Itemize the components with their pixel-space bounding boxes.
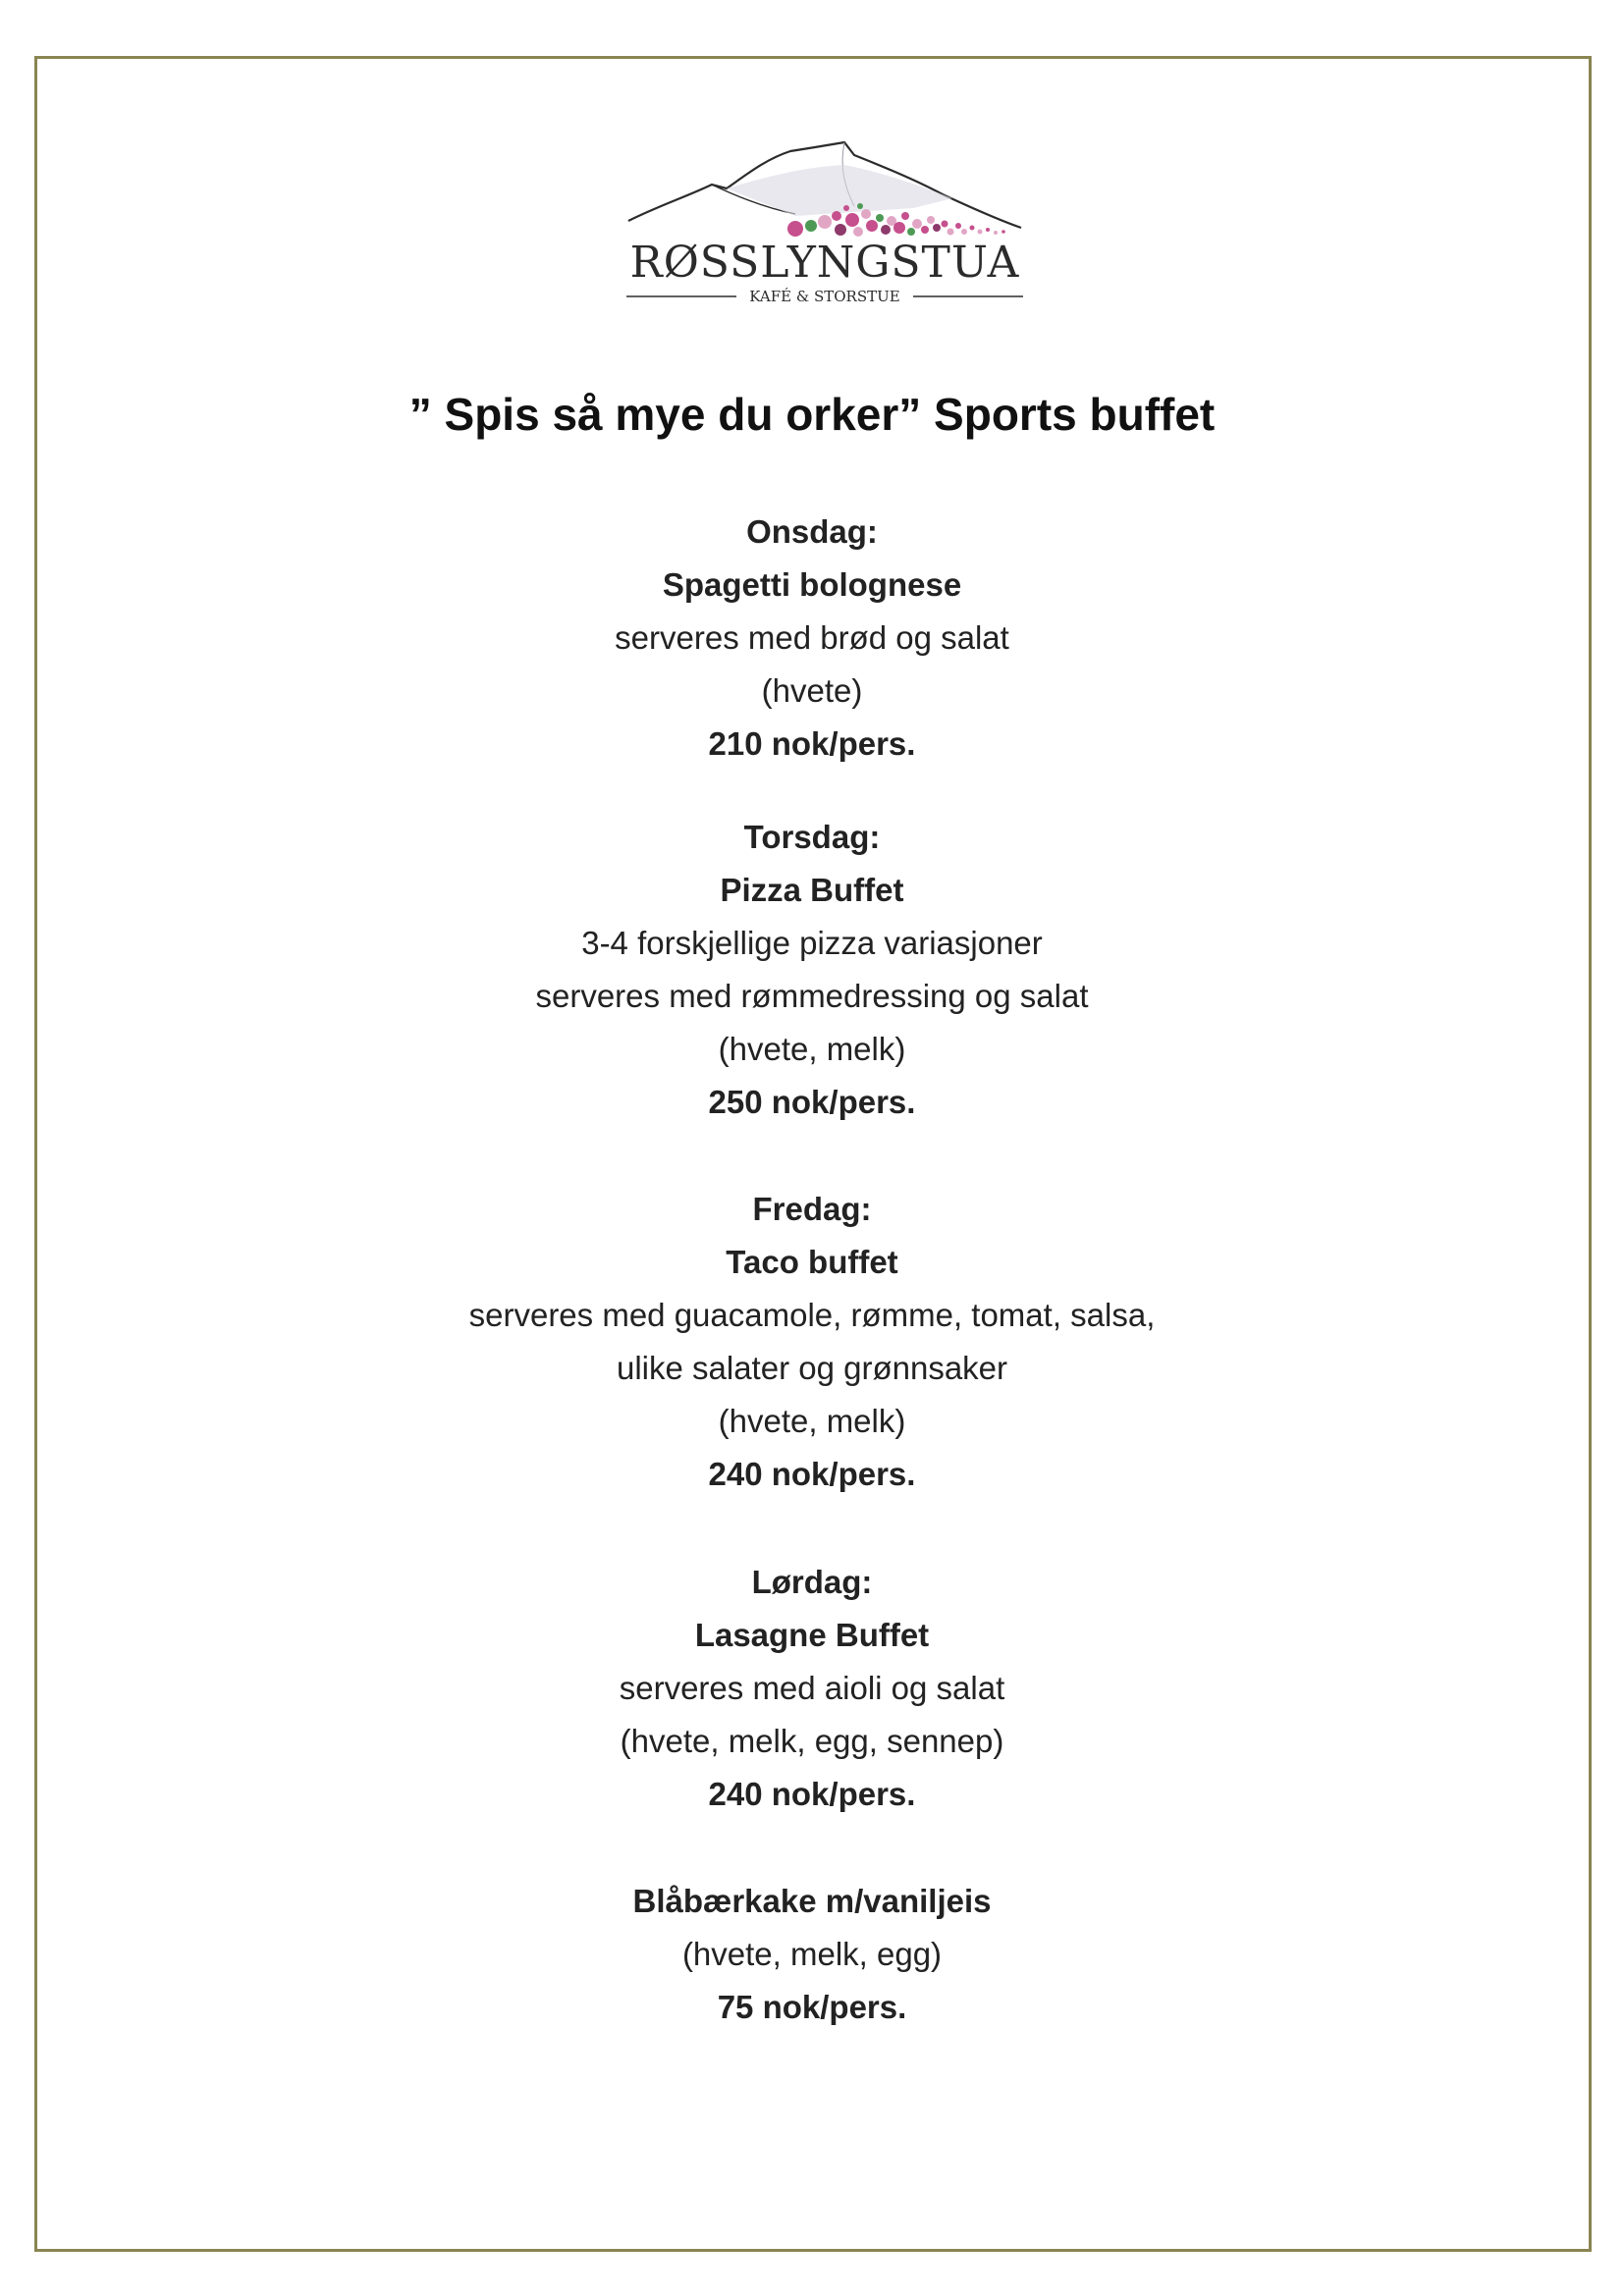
menu-detail: serveres med guacamole, rømme, tomat, salsa, [468, 1297, 1156, 1333]
logo-graphic [619, 137, 1031, 314]
menu-allergens: (hvete, melk) [718, 1031, 906, 1067]
menu-day: Torsdag: [743, 819, 881, 855]
menu-dish: Lasagne Buffet [694, 1617, 930, 1653]
menu-day: Lørdag: [751, 1564, 873, 1600]
menu-detail: ulike salater og grønnsaker [616, 1350, 1008, 1386]
menu-price: 240 nok/pers. [708, 1776, 916, 1812]
menu-day: Onsdag: [746, 513, 878, 550]
menu-price: 250 nok/pers. [708, 1084, 916, 1120]
menu-allergens: (hvete, melk, egg) [681, 1936, 943, 1972]
menu-section-fredag [0, 1183, 1624, 1501]
menu-section-dessert [0, 1875, 1624, 2034]
menu-detail: serveres med rømmedressing og salat [535, 978, 1089, 1014]
menu-dish: Pizza Buffet [720, 872, 904, 908]
menu-section-torsdag [0, 811, 1624, 1129]
menu-allergens: (hvete, melk, egg, sennep) [620, 1723, 1004, 1759]
menu-dish: Spagetti bolognese [662, 566, 962, 603]
menu-price: 210 nok/pers. [708, 725, 916, 762]
menu-day: Fredag: [752, 1191, 872, 1227]
menu-detail: serveres med brød og salat [615, 619, 1009, 656]
logo-brand-text: RØSSLYNGSTUA [629, 238, 1020, 288]
logo-tagline-text: KAFÉ & STORSTUE [749, 288, 900, 305]
menu-price: 240 nok/pers. [708, 1456, 916, 1492]
menu-section-onsdag [0, 506, 1624, 771]
menu-detail: 3-4 forskjellige pizza variasjoner [581, 925, 1043, 961]
menu-dish: Blåbærkake m/vaniljeis [632, 1883, 992, 1919]
restaurant-logo [619, 137, 1031, 314]
menu-dish: Taco buffet [726, 1244, 898, 1280]
menu-price: 75 nok/pers. [717, 1989, 907, 2025]
menu-allergens: (hvete) [761, 672, 863, 709]
menu-detail: serveres med aioli og salat [619, 1670, 1005, 1706]
menu-allergens: (hvete, melk) [718, 1403, 906, 1439]
page-title: ” Spis så mye du orker” Sports buffet [408, 389, 1216, 440]
menu-section-lordag [0, 1556, 1624, 1821]
